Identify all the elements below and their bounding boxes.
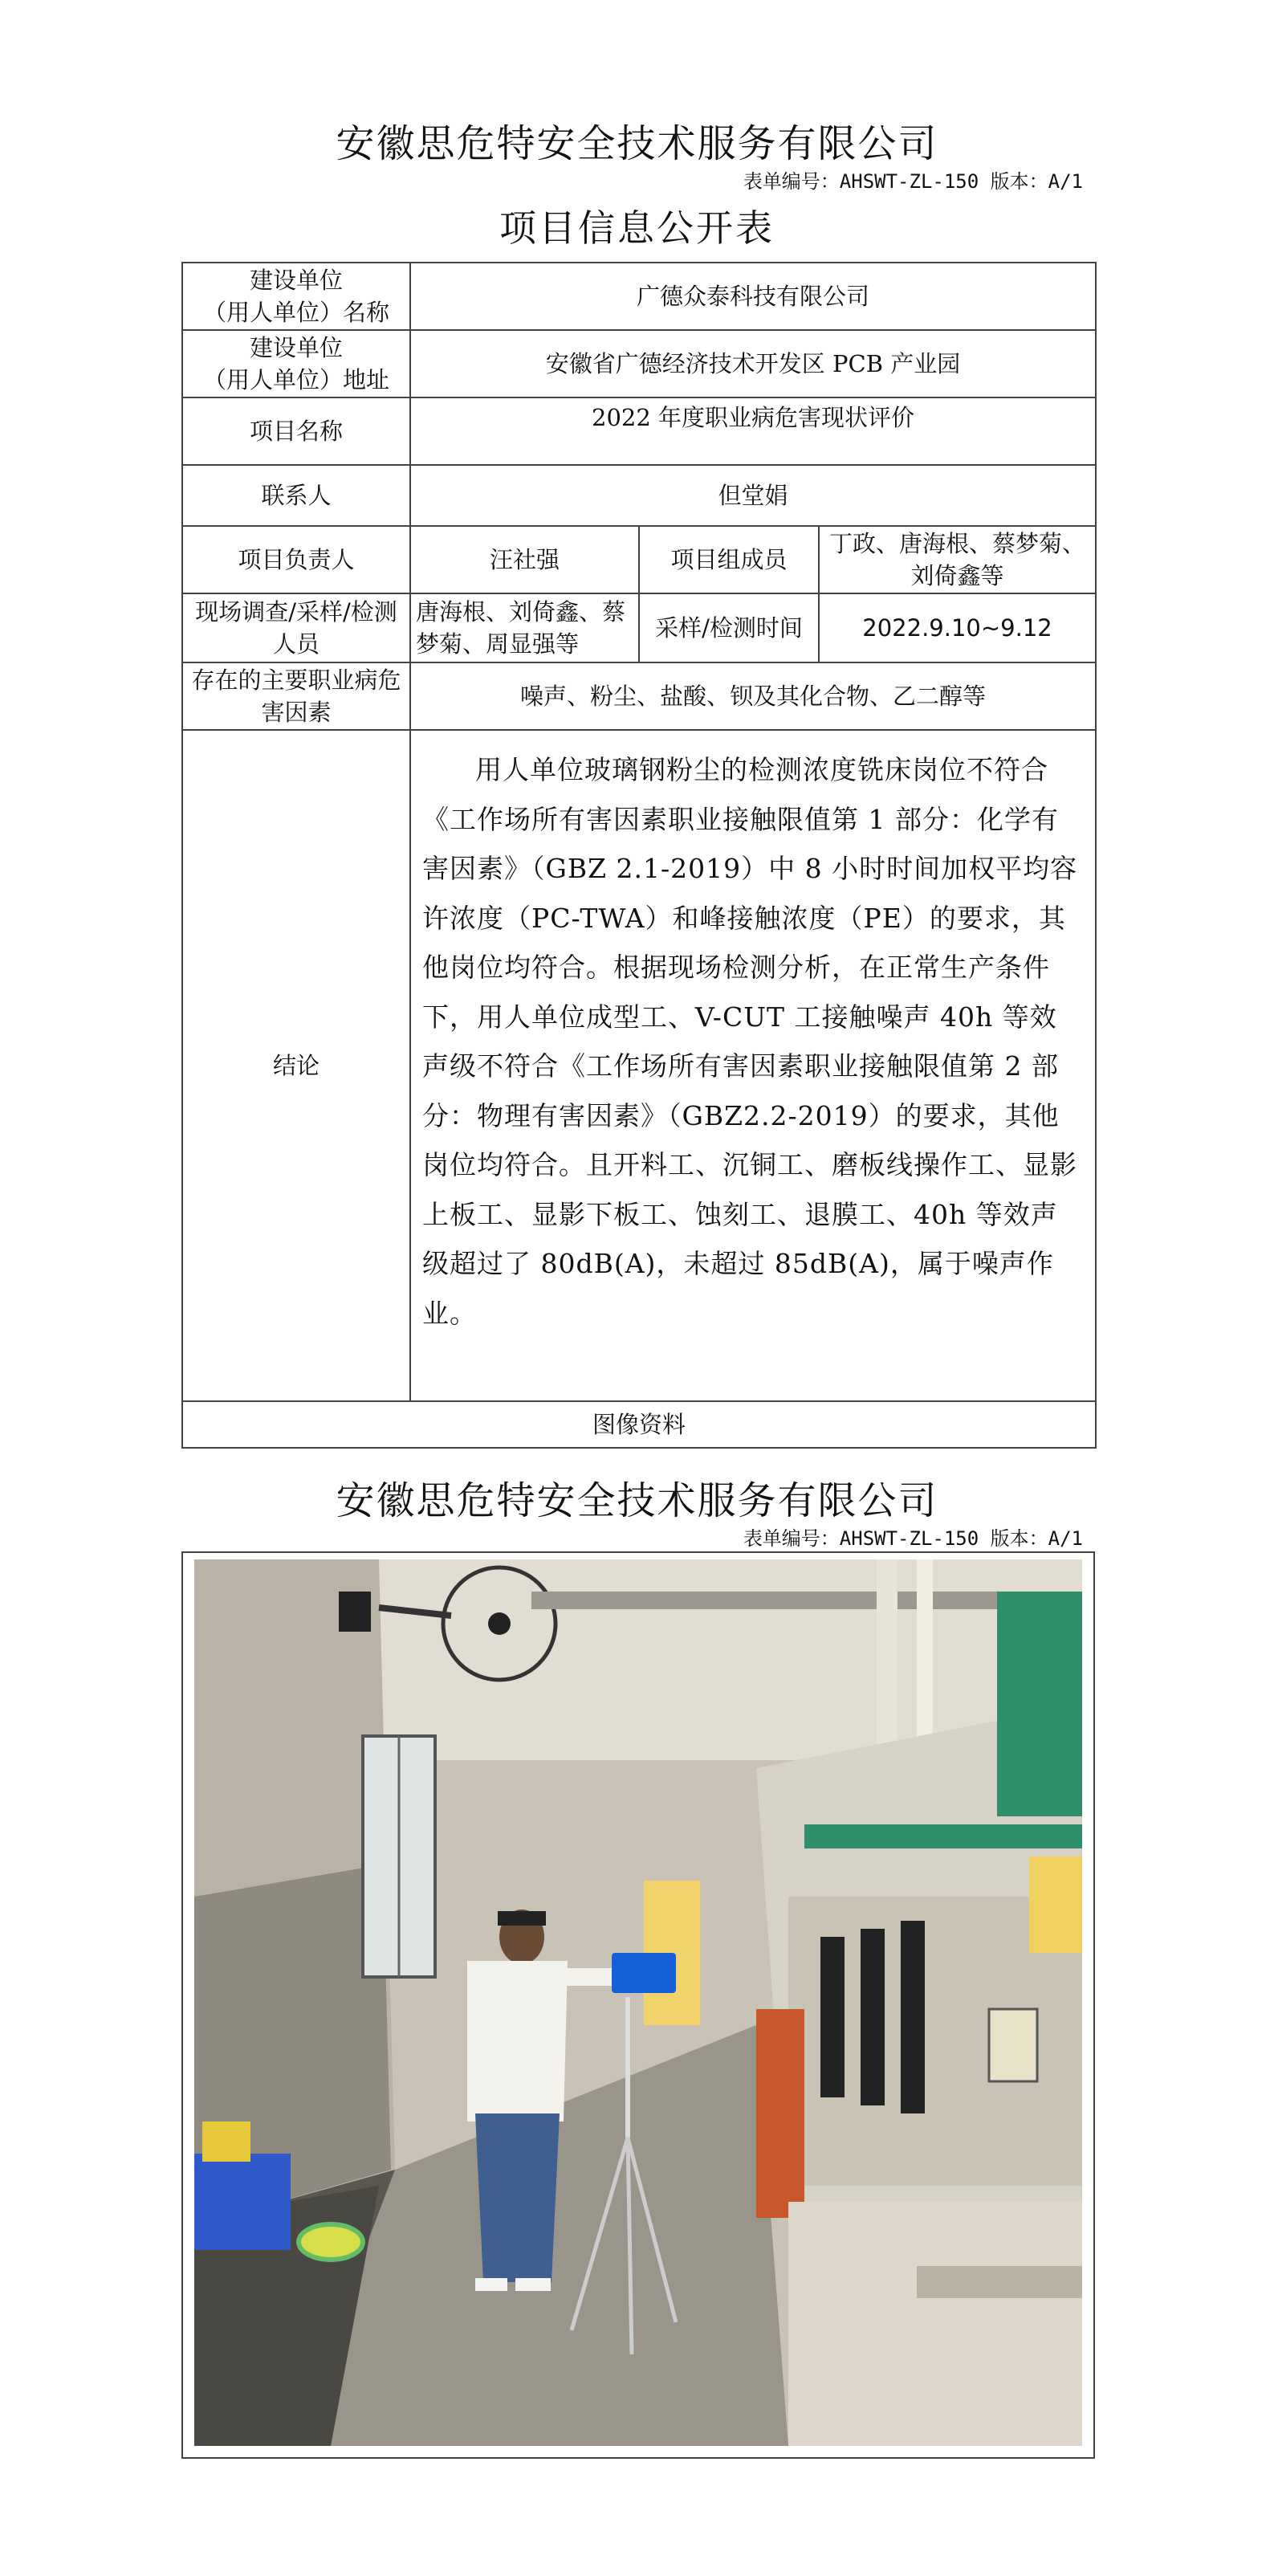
company-name-page-2: 安徽思危特安全技术服务有限公司 bbox=[336, 1478, 938, 1523]
unit-name-value: 广德众泰科技有限公司 bbox=[410, 263, 1096, 330]
form-number-page-2: 表单编号：AHSWT-ZL-150 版本：A/1 bbox=[743, 1527, 1083, 1550]
hazards-label: 存在的主要职业病危害因素 bbox=[182, 662, 410, 730]
form-number: 表单编号：AHSWT-ZL-150 版本：A/1 bbox=[743, 170, 1083, 193]
unit-address-label-line-1: 建设单位 bbox=[249, 334, 343, 361]
site-photo-frame bbox=[181, 1551, 1095, 2459]
contact-label: 联系人 bbox=[182, 465, 410, 526]
unit-address-label-line-2: （用人单位）地址 bbox=[202, 366, 389, 393]
company-name: 安徽思危特安全技术服务有限公司 bbox=[336, 121, 938, 166]
unit-name-label bbox=[182, 263, 410, 330]
unit-name-label-line-1: 建设单位 bbox=[249, 267, 343, 294]
project-name-label: 项目名称 bbox=[182, 397, 410, 465]
conclusion-label: 结论 bbox=[182, 730, 410, 1401]
survey-staff-label: 现场调查/采样/检测人员 bbox=[182, 593, 410, 662]
project-leader-label: 项目负责人 bbox=[182, 526, 410, 593]
survey-staff-value: 唐海根、刘倚鑫、蔡梦菊、周显强等 bbox=[410, 593, 639, 662]
unit-address-value: 安徽省广德经济技术开发区 PCB 产业园 bbox=[410, 330, 1096, 397]
project-members-label: 项目组成员 bbox=[639, 526, 819, 593]
project-leader-value: 汪社强 bbox=[410, 526, 639, 593]
unit-address-label bbox=[182, 330, 410, 397]
contact-value: 但堂娟 bbox=[410, 465, 1096, 526]
site-inspection-photo bbox=[194, 1559, 1082, 2446]
document-title: 项目信息公开表 bbox=[499, 206, 775, 250]
conclusion-text: 用人单位玻璃钢粉尘的检测浓度铣床岗位不符合《工作场所有害因素职业接触限值第 1 部分：化学有害因素》（GBZ 2.1-2019）中 8 小时时间加权平均容许浓度（PC-TWA）和峰接触浓度（PE）的要求，其他岗位均符合。根据现场检测分析，在正常生产条件下，用人单位成型工、V-CUT 工接触噪声 40h 等效声级不符合《工作场所有害因素职业接触限值第 2 部分：物理有害因素》（GBZ2.2-2019）的要求，其他岗位均符合。且开料工、沉铜工、磨板线操作工、显影上板工、显影下板工、蚀刻工、退膜工、40h 等效声级超过了 80dB(A)，未超过 85dB(A)，属于噪声作业。 bbox=[410, 730, 1096, 1401]
unit-name-label-line-2: （用人单位）名称 bbox=[202, 299, 389, 326]
hazards-value: 噪声、粉尘、盐酸、钡及其化合物、乙二醇等 bbox=[410, 662, 1096, 730]
sampling-time-label: 采样/检测时间 bbox=[639, 593, 819, 662]
project-name-value: 2022 年度职业病危害现状评价 bbox=[410, 397, 1096, 465]
sampling-time-value: 2022.9.10~9.12 bbox=[819, 593, 1096, 662]
project-members-value: 丁政、唐海根、蔡梦菊、刘倚鑫等 bbox=[819, 526, 1096, 593]
project-info-table bbox=[181, 262, 1097, 1449]
images-section-label: 图像资料 bbox=[182, 1401, 1096, 1448]
